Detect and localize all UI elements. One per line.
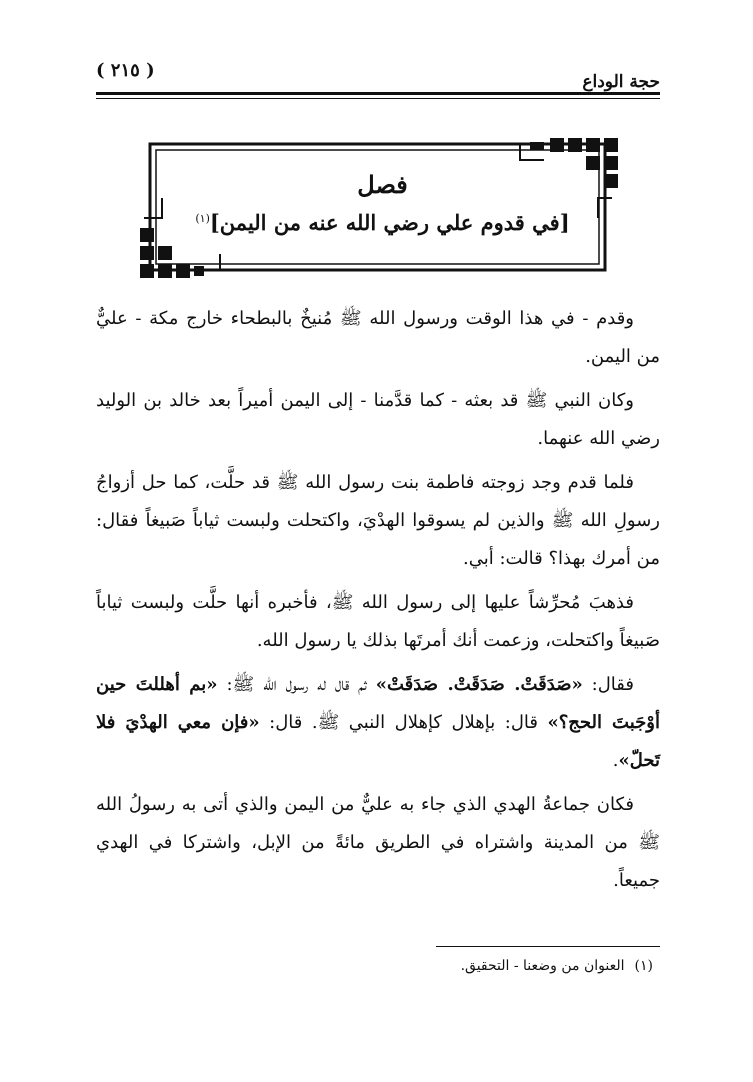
p5-part-d: . xyxy=(612,750,619,771)
footnote-text: العنوان من وضعنا - التحقيق. xyxy=(460,958,625,974)
footnote-ref: (١) xyxy=(195,212,210,225)
p5-part-c: قال: بإهلال كإهلال النبي ﷺ. قال: xyxy=(259,712,548,733)
header-rule-thick xyxy=(96,92,660,95)
page-number: ( ٢١٥ ) xyxy=(96,60,155,81)
paragraph-6: فكان جماعةُ الهدي الذي جاء به عليٌّ من اليمن والذي أتى به رسولُ الله ﷺ من المدينة واشتراه في الطريق مائةً من الإبل، واشتركا في الهدي جميعاً. xyxy=(96,794,660,891)
footnote-rule xyxy=(436,946,660,947)
page-header xyxy=(96,56,660,96)
p5-part-a: فقال: xyxy=(582,674,634,695)
paragraph-2: وكان النبي ﷺ قد بعثه - كما قدَّمنا - إلى اليمن أميراً بعد خالد بن الوليد رضي الله عنهما. xyxy=(96,390,660,449)
p5-part-b: ثم قال له رسول الله ﷺ: xyxy=(217,674,376,695)
footnote-number: (١) xyxy=(634,958,653,974)
chapter-subtitle-text: [في قدوم علي رضي الله عنه من اليمن] xyxy=(209,210,570,235)
running-title: حجة الوداع xyxy=(582,72,660,92)
chapter-frame xyxy=(140,138,625,278)
paragraph-1: وقدم - في هذا الوقت ورسول الله ﷺ مُنيخٌ بالبطحاء خارج مكة - عليٌّ من اليمن. xyxy=(96,308,660,367)
ornament-frame-icon xyxy=(140,138,625,278)
hadith-quote-2: «بم أهللتَ حين أوْجَبتَ الحج؟» xyxy=(96,674,660,733)
chapter-heading: فصل xyxy=(357,170,408,199)
header-rule-thin xyxy=(96,98,660,99)
hadith-quote-1: «صَدَقَتْ. صَدَقَتْ. صَدَقَتْ» xyxy=(375,674,583,695)
paragraph-5 xyxy=(96,666,660,780)
chapter-subtitle xyxy=(180,210,585,235)
paragraph-4: فذهبَ مُحرِّشاً عليها إلى رسول الله ﷺ، فأخبره أنها حلَّت ولبست ثياباً صَبيغاً واكتحلت، وزعمت أنك أمرتَها بذلك يا رسول الله. xyxy=(96,592,660,651)
hadith-quote-3: «فإن معي الهدْيَ فلا تَحلّ» xyxy=(96,712,660,771)
footnote xyxy=(461,958,653,974)
paragraph-3: فلما قدم وجد زوجته فاطمة بنت رسول الله ﷺ قد حلَّت، كما حل أزواجُ رسولِ الله ﷺ والذين لم يسوقوا الهدْيَ، واكتحلت ولبست ثياباً صَبيغاً فقال: من أمرك بهذا؟ قالت: أبي. xyxy=(96,472,660,569)
body-text xyxy=(96,300,660,906)
